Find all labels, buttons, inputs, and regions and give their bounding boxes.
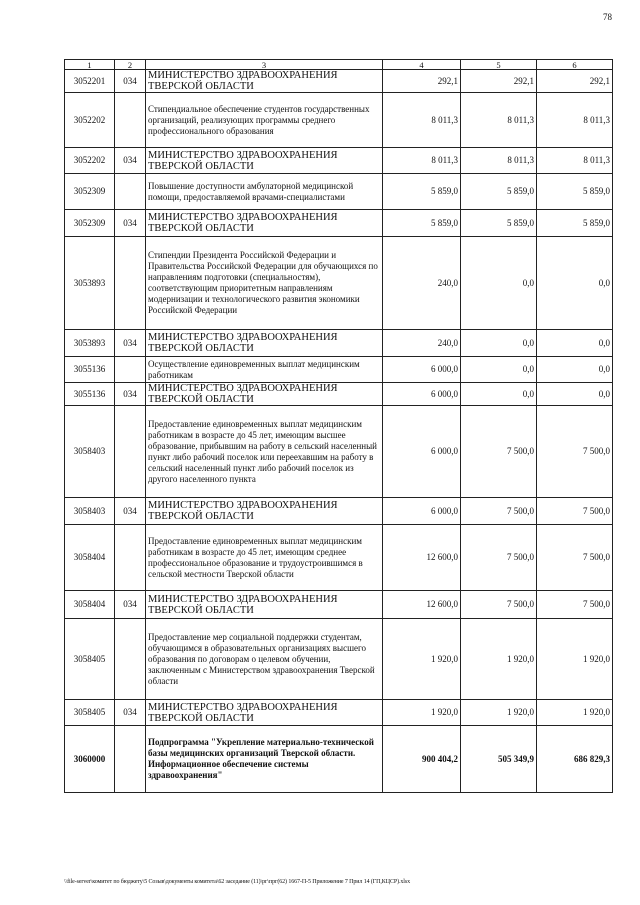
table-row [65,591,613,619]
row-value-col5: 7 500,0 [461,406,537,498]
row-value-col4: 900 404,2 [383,726,461,793]
row-code: 3058403 [65,406,115,498]
row-value-col4: 240,0 [383,330,461,357]
row-code: 3052202 [65,148,115,174]
table-body [65,70,613,793]
row-value-col6: 5 859,0 [537,210,613,237]
table-row [65,330,613,357]
row-value-col6: 7 500,0 [537,406,613,498]
row-value-col5: 0,0 [461,237,537,330]
row-value-col4: 240,0 [383,237,461,330]
row-code: 3058404 [65,591,115,619]
row-value-col5: 8 011,3 [461,93,537,148]
row-value-col6: 0,0 [537,330,613,357]
row-value-col4: 5 859,0 [383,174,461,210]
row-value-col6: 0,0 [537,237,613,330]
table-header [65,60,613,70]
row-value-col4: 6 000,0 [383,357,461,383]
file-path-footer: \\file-server\комитет по бюджету\5 Созыв\документы комитета\62 заседание (11)\рг\прг(62) 1667-П-5 Приложение 7 Прил 14 (ГП,КЦСР).xlsx [64,879,410,885]
row-value-col5: 5 859,0 [461,174,537,210]
row-value-col4: 1 920,0 [383,700,461,726]
row-value-col6: 0,0 [537,357,613,383]
row-description: МИНИСТЕРСТВО ЗДРАВООХРАНЕНИЯ ТВЕРСКОЙ ОБЛАСТИ [146,498,383,525]
row-value-col6: 7 500,0 [537,498,613,525]
row-value-col6: 1 920,0 [537,619,613,700]
row-value-col4: 6 000,0 [383,498,461,525]
row-kvsr: 034 [115,700,146,726]
row-value-col5: 0,0 [461,357,537,383]
row-kvsr: 034 [115,148,146,174]
row-kvsr [115,406,146,498]
row-description: МИНИСТЕРСТВО ЗДРАВООХРАНЕНИЯ ТВЕРСКОЙ ОБЛАСТИ [146,383,383,406]
row-code: 3058405 [65,619,115,700]
row-value-col6: 0,0 [537,383,613,406]
table-row [65,210,613,237]
row-value-col4: 8 011,3 [383,148,461,174]
table-row [65,406,613,498]
row-description: Предоставление единовременных выплат медицинским работникам в возрасте до 45 лет, имеющим высшее образование, прибывшим на работу в сельский населенный пункт либо рабочий поселок или переехавшим на работу в сельский населенный пункт либо рабочий поселок из другого населенного пункта [146,406,383,498]
row-kvsr: 034 [115,498,146,525]
row-code: 3052202 [65,93,115,148]
table-row [65,525,613,591]
row-value-col5: 7 500,0 [461,591,537,619]
row-description: МИНИСТЕРСТВО ЗДРАВООХРАНЕНИЯ ТВЕРСКОЙ ОБЛАСТИ [146,70,383,93]
row-description: Стипендиальное обеспечение студентов государственных организаций, реализующих программы среднего профессионального образования [146,93,383,148]
row-kvsr: 034 [115,70,146,93]
row-kvsr [115,525,146,591]
row-value-col4: 12 600,0 [383,591,461,619]
table-row [65,148,613,174]
row-description: МИНИСТЕРСТВО ЗДРАВООХРАНЕНИЯ ТВЕРСКОЙ ОБЛАСТИ [146,591,383,619]
row-value-col5: 0,0 [461,383,537,406]
row-value-col5: 1 920,0 [461,619,537,700]
row-code: 3053893 [65,237,115,330]
row-value-col4: 6 000,0 [383,406,461,498]
table-row [65,498,613,525]
row-kvsr: 034 [115,383,146,406]
row-description: МИНИСТЕРСТВО ЗДРАВООХРАНЕНИЯ ТВЕРСКОЙ ОБЛАСТИ [146,330,383,357]
row-description: Повышение доступности амбулаторной медицинской помощи, предоставляемой врачами-специалистами [146,174,383,210]
table-row [65,93,613,148]
row-value-col5: 0,0 [461,330,537,357]
row-description: МИНИСТЕРСТВО ЗДРАВООХРАНЕНИЯ ТВЕРСКОЙ ОБЛАСТИ [146,210,383,237]
row-value-col6: 8 011,3 [537,93,613,148]
row-description: Предоставление единовременных выплат медицинским работникам в возрасте до 45 лет, имеющим среднее профессиональное образование и трудоустроившимся в сельской местности Тверской области [146,525,383,591]
row-value-col6: 7 500,0 [537,525,613,591]
row-code: 3058403 [65,498,115,525]
row-value-col6: 1 920,0 [537,700,613,726]
table-row [65,726,613,793]
row-description: Подпрограмма "Укрепление материально-технической базы медицинских организаций Тверской области. Информационное обеспечение системы здравоохранения" [146,726,383,793]
row-value-col4: 292,1 [383,70,461,93]
row-value-col5: 7 500,0 [461,498,537,525]
row-kvsr: 034 [115,210,146,237]
table-row [65,174,613,210]
row-description: Стипендии Президента Российской Федерации и Правительства Российской Федерации для обучающихся по направлениям подготовки (специальностям), соответствующим приоритетным направлениям модернизации и технологического развития экономики Российской Федерации [146,237,383,330]
column-header-4: 4 [383,60,461,70]
row-value-col6: 292,1 [537,70,613,93]
row-kvsr [115,174,146,210]
row-description: Осуществление единовременных выплат медицинским работникам [146,357,383,383]
row-code: 3055136 [65,383,115,406]
table-row [65,383,613,406]
page-number: 78 [603,12,612,22]
row-code: 3055136 [65,357,115,383]
column-header-3: 3 [146,60,383,70]
row-value-col6: 7 500,0 [537,591,613,619]
row-description: МИНИСТЕРСТВО ЗДРАВООХРАНЕНИЯ ТВЕРСКОЙ ОБЛАСТИ [146,700,383,726]
column-header-6: 6 [537,60,613,70]
row-kvsr [115,237,146,330]
row-value-col5: 505 349,9 [461,726,537,793]
row-code: 3052309 [65,174,115,210]
row-value-col4: 8 011,3 [383,93,461,148]
row-code: 3053893 [65,330,115,357]
table-row [65,700,613,726]
row-code: 3058404 [65,525,115,591]
row-kvsr [115,93,146,148]
row-value-col5: 292,1 [461,70,537,93]
row-value-col4: 6 000,0 [383,383,461,406]
row-value-col4: 12 600,0 [383,525,461,591]
row-value-col6: 5 859,0 [537,174,613,210]
row-kvsr: 034 [115,591,146,619]
row-description: МИНИСТЕРСТВО ЗДРАВООХРАНЕНИЯ ТВЕРСКОЙ ОБЛАСТИ [146,148,383,174]
column-header-1: 1 [65,60,115,70]
table-row [65,619,613,700]
row-description: Предоставление мер социальной поддержки студентам, обучающимся в образовательных организациях высшего образования по договорам о целевом обучении, заключенным с Министерством здравоохранения Тверской области [146,619,383,700]
table-row [65,237,613,330]
row-value-col5: 7 500,0 [461,525,537,591]
row-code: 3052309 [65,210,115,237]
row-value-col6: 8 011,3 [537,148,613,174]
row-value-col4: 5 859,0 [383,210,461,237]
row-value-col5: 1 920,0 [461,700,537,726]
row-code: 3058405 [65,700,115,726]
row-code: 3052201 [65,70,115,93]
row-value-col4: 1 920,0 [383,619,461,700]
column-header-2: 2 [115,60,146,70]
table-row [65,357,613,383]
row-kvsr [115,619,146,700]
row-kvsr: 034 [115,330,146,357]
budget-table [64,59,613,793]
row-kvsr [115,357,146,383]
row-value-col5: 8 011,3 [461,148,537,174]
row-value-col6: 686 829,3 [537,726,613,793]
table-row [65,70,613,93]
row-value-col5: 5 859,0 [461,210,537,237]
column-header-5: 5 [461,60,537,70]
row-kvsr [115,726,146,793]
row-code: 3060000 [65,726,115,793]
header-row [65,60,613,70]
